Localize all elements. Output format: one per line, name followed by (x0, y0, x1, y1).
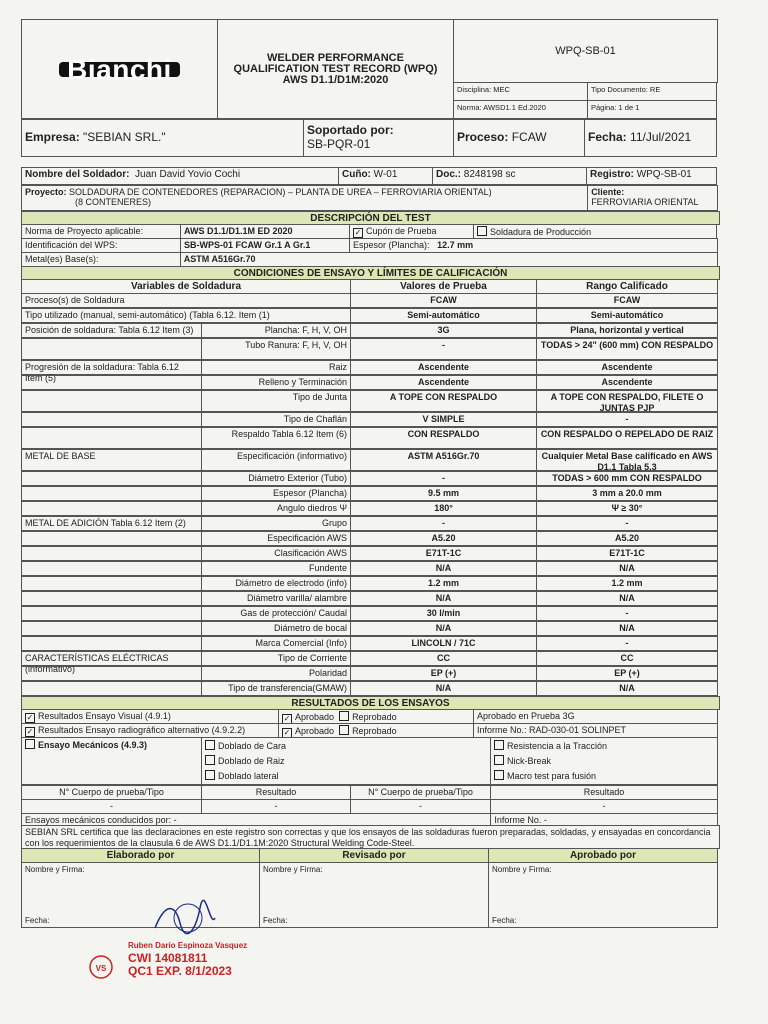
test-value: A TOPE CON RESPALDO (350, 390, 537, 412)
conditions-table (22, 294, 718, 697)
fecha-cell: Fecha: 11/Jul/2021 (584, 119, 717, 157)
condition-row (22, 450, 718, 472)
band-resultados: RESULTADOS DE LOS ENSAYOS (21, 696, 720, 710)
variable-label: Especificación (informativo) (201, 449, 351, 471)
bianchi-logo: Bianchi (59, 62, 180, 77)
col-cuerpo-2: N° Cuerpo de prueba/Tipo (350, 785, 491, 800)
revisado-box: Nombre y Firma: Fecha: (259, 862, 489, 928)
radio-status: ✓ Aprobado Reprobado (278, 723, 474, 738)
test-value: 180° (350, 501, 537, 516)
proceso-cell: Proceso: FCAW (453, 119, 585, 157)
test-value: 30 l/min (350, 606, 537, 621)
test-value: FCAW (350, 293, 537, 308)
variable-label: Tipo de transferencia(GMAW) (201, 681, 351, 696)
qualified-range: - (536, 606, 718, 621)
condition-row (22, 577, 718, 592)
qualified-range: A5.20 (536, 531, 718, 546)
condition-row (22, 667, 718, 682)
test-value: Ascendente (350, 375, 537, 390)
variable-label: Grupo (201, 516, 351, 531)
checkbox-empty-icon (339, 711, 349, 721)
test-value: E71T-1C (350, 546, 537, 561)
qualified-range: CON RESPALDO O REPELADO DE RAIZ (536, 427, 718, 449)
condition-row (22, 294, 718, 309)
condition-row (22, 376, 718, 391)
variable-label: Relleno y Terminación (201, 375, 351, 390)
variable-label: Marca Comercial (Info) (201, 636, 351, 651)
condition-row (22, 309, 718, 324)
condition-row (22, 487, 718, 502)
checkbox-empty-icon (339, 725, 349, 735)
ensayo-mecanicos: Ensayo Mecánicos (4.9.3) (21, 737, 202, 785)
test-value: - (350, 516, 537, 531)
metal-value: ASTM A516Gr.70 (180, 252, 718, 267)
variable-group (21, 546, 202, 561)
checkbox-empty-icon (25, 739, 35, 749)
aprobado-header: Aprobado por (488, 848, 718, 863)
condition-row (22, 637, 718, 652)
variable-group (21, 621, 202, 636)
qualified-range: Ψ ≥ 30° (536, 501, 718, 516)
checkbox-empty-icon (494, 770, 504, 780)
qualified-range: 1.2 mm (536, 576, 718, 591)
wpq-document (22, 20, 718, 929)
resultado-1-value: - (201, 799, 351, 814)
test-value: ASTM A516Gr.70 (350, 449, 537, 471)
svg-text:VS: VS (95, 964, 107, 973)
informe-no: Informe No. - (490, 813, 718, 826)
variable-label: Gas de protección/ Caudal (201, 606, 351, 621)
condition-row (22, 532, 718, 547)
test-value: 9.5 mm (350, 486, 537, 501)
condition-row (22, 682, 718, 697)
cuerpo-1-value: - (21, 799, 202, 814)
condition-row (22, 502, 718, 517)
test-value: N/A (350, 561, 537, 576)
doblado-options: Doblado de Cara Doblado de Raiz Doblado lateral (201, 737, 491, 785)
variable-label: Especificación AWS (201, 531, 351, 546)
qualified-range: - (536, 516, 718, 531)
informe-rad: Informe No.: RAD-030-01 SOLINPET (473, 723, 718, 738)
nombre-soldador: Nombre del Soldador: Juan David Yovio Cochi (21, 167, 339, 185)
qualified-range: E71T-1C (536, 546, 718, 561)
qualified-range: 3 mm a 20.0 mm (536, 486, 718, 501)
variable-label: Clasificación AWS (201, 546, 351, 561)
variable-label: Diámetro de electrodo (info) (201, 576, 351, 591)
qualified-range: Ascendente (536, 360, 718, 375)
qualified-range: Cualquier Metal Base calificado en AWS D1.1 Tabla 5.3 (536, 449, 718, 471)
test-value: LINCOLN / 71C (350, 636, 537, 651)
title-cell (217, 19, 454, 119)
mecanicos-options: Resistencia a la Tracción Nick-Break Macro test para fusión (490, 737, 718, 785)
qualified-range: N/A (536, 681, 718, 696)
variable-group: Tipo utilizado (manual, semi-automático) (Tabla 6.12. Item (1) (21, 308, 351, 323)
variable-group (21, 561, 202, 576)
condition-row (22, 622, 718, 637)
doc-code: WPQ-SB-01 (453, 19, 718, 83)
test-value: - (350, 338, 537, 360)
checkbox-checked-icon: ✓ (354, 228, 362, 237)
condition-row (22, 562, 718, 577)
norma-value: AWS D1.1/D1.1M ED 2020 (180, 224, 350, 239)
checkbox-checked-icon: ✓ (283, 714, 291, 723)
elaborado-header: Elaborado por (21, 848, 260, 863)
checkbox-empty-icon (494, 755, 504, 765)
variable-label: Fundente (201, 561, 351, 576)
qualified-range: FCAW (536, 293, 718, 308)
col-cuerpo-1: N° Cuerpo de prueba/Tipo (21, 785, 202, 800)
checkbox-empty-icon (494, 740, 504, 750)
qualified-range: Plana, horizontal y vertical (536, 323, 718, 338)
test-value: N/A (350, 681, 537, 696)
disciplina: Disciplina: MEC (453, 82, 588, 101)
test-value: A5.20 (350, 531, 537, 546)
qualified-range: N/A (536, 591, 718, 606)
title-line-1: WELDER PERFORMANCE (267, 51, 404, 64)
variable-label: Tubo Ranura: F, H, V, OH (201, 338, 351, 360)
cliente: Cliente: FERROVIARIA ORIENTAL (587, 185, 718, 211)
wps-label: Identificación del WPS: (21, 238, 181, 253)
variable-label: Diámetro Exterior (Tubo) (201, 471, 351, 486)
test-value: 1.2 mm (350, 576, 537, 591)
col-resultado-2: Resultado (490, 785, 718, 800)
test-value: Ascendente (350, 360, 537, 375)
qualified-range: - (536, 412, 718, 427)
cuno: Cuño: W-01 (338, 167, 433, 185)
test-value: Semi-automático (350, 308, 537, 323)
variable-label: Plancha: F, H, V, OH (201, 323, 351, 338)
empresa-cell: Empresa: "SEBIAN SRL." (21, 119, 304, 157)
variable-group (21, 486, 202, 501)
variable-label: Respaldo Tabla 6.12 Item (6) (201, 427, 351, 449)
band-descripcion: DESCRIPCIÓN DEL TEST (21, 211, 720, 225)
test-value: V SIMPLE (350, 412, 537, 427)
registro: Registro: WPQ-SB-01 (586, 167, 717, 185)
doc: Doc.: 8248198 sc (432, 167, 587, 185)
aprobado-3g: Aprobado en Prueba 3G (473, 709, 718, 724)
wps-value: SB-WPS-01 FCAW Gr.1 A Gr.1 (180, 238, 350, 253)
variable-group: Posición de soldadura: Tabla 6.12 Item (3) (21, 323, 202, 338)
variable-group: Proceso(s) de Soldadura (21, 293, 351, 308)
pagina: Página: 1 de 1 (587, 100, 717, 119)
variable-label: Diámetro de bocal (201, 621, 351, 636)
qualified-range: A TOPE CON RESPALDO, FILETE O JUNTAS PJP (536, 390, 718, 412)
variable-label: Tipo de Chaflán (201, 412, 351, 427)
test-value: CC (350, 651, 537, 666)
checkbox-empty-icon (205, 740, 215, 750)
condition-row (22, 428, 718, 450)
aprobado-box: Nombre y Firma: Fecha: (488, 862, 718, 928)
variable-group (21, 338, 202, 360)
qualified-range: Semi-automático (536, 308, 718, 323)
checkbox-empty-icon (205, 770, 215, 780)
elaborado-box: Nombre y Firma: Fecha: (21, 862, 260, 928)
norma-label: Norma de Proyecto aplicable: (21, 224, 181, 239)
col-resultado-1: Resultado (201, 785, 351, 800)
variable-label: Tipo de Junta (201, 390, 351, 412)
soportado-cell: Soportado por: SB-PQR-01 (303, 119, 454, 157)
variable-label: Angulo diedros Ψ (201, 501, 351, 516)
visual-result: ✓ Resultados Ensayo Visual (4.9.1) (21, 709, 279, 724)
variable-group (21, 412, 202, 427)
visual-status: ✓ Aprobado Reprobado (278, 709, 474, 724)
condition-row (22, 607, 718, 622)
qualified-range: Ascendente (536, 375, 718, 390)
test-value: N/A (350, 621, 537, 636)
qualified-range: TODAS > 24" (600 mm) CON RESPALDO (536, 338, 718, 360)
radio-result: ✓ Resultados Ensayo radiográfico alternativo (4.9.2.2) (21, 723, 279, 738)
meta-block (454, 20, 718, 120)
title-line-2: QUALIFICATION TEST RECORD (WPQ) (233, 62, 438, 75)
condition-row (22, 324, 718, 339)
variable-group (21, 576, 202, 591)
variable-group: METAL DE BASE (21, 449, 202, 471)
title-line-3: AWS D1.1/D1M:2020 (282, 73, 389, 86)
test-value: CON RESPALDO (350, 427, 537, 449)
checkbox-empty-icon (205, 755, 215, 765)
cupon-prueba: ✓ Cupón de Prueba (349, 224, 474, 239)
variable-group (21, 591, 202, 606)
cwi-stamp: VS Ruben Dario Espinoza Vasquez CWI 14081811 QC1 EXP. 8/1/2023 (88, 940, 268, 990)
logo-cell (21, 19, 218, 119)
checkbox-checked-icon: ✓ (26, 727, 34, 736)
variable-label: Raiz (201, 360, 351, 375)
qualified-range: TODAS > 600 mm CON RESPALDO (536, 471, 718, 486)
test-value: N/A (350, 591, 537, 606)
norma: Norma: AWSD1.1 Ed.2020 (453, 100, 588, 119)
qualified-range: N/A (536, 561, 718, 576)
test-value: EP (+) (350, 666, 537, 681)
espesor: Espesor (Plancha): 12.7 mm (349, 238, 718, 253)
variable-group (21, 375, 202, 390)
metal-label: Metal(es) Base(s): (21, 252, 181, 267)
revisado-header: Revisado por (259, 848, 489, 863)
variable-label: Tipo de Corriente (201, 651, 351, 666)
checkbox-checked-icon: ✓ (26, 713, 34, 722)
variable-group: Progresión de la soldadura: Tabla 6.12 Item (5) (21, 360, 202, 375)
condition-row (22, 413, 718, 428)
variable-group (21, 471, 202, 486)
variable-group (21, 636, 202, 651)
variable-label: Diámetro varilla/ alambre (201, 591, 351, 606)
signature-icon (150, 898, 220, 938)
condition-row (22, 339, 718, 361)
variable-group: CARACTERÍSTICAS ELÉCTRICAS (informativo) (21, 651, 202, 666)
band-condiciones: CONDICIONES DE ENSAYO Y LÍMITES DE CALIFICACIÓN (21, 266, 720, 280)
certification-text: SEBIAN SRL certifica que las declaraciones en este registro son correctas y que los ensayos de las soldaduras fueron preparadas, soldadas, y ensayadas en concordancia con los requerimientos de la clausula 6 de AWS D1.1/D1.1M:2020 Structural Welding Code-Steel. (21, 825, 720, 849)
variable-group (21, 501, 202, 516)
conducidos-por: Ensayos mecánicos conducidos por: - (21, 813, 491, 826)
qualified-range: CC (536, 651, 718, 666)
col-rango: Rango Calificado (536, 279, 718, 294)
variable-group (21, 390, 202, 412)
test-value: - (350, 471, 537, 486)
condition-row (22, 472, 718, 487)
condition-row (22, 517, 718, 532)
proyecto: Proyecto: SOLDADURA DE CONTENEDORES (REPARACION) – PLANTA DE UREA – FERROVIARIA ORIENTAL) (8 CONTENERES) (21, 185, 588, 211)
resultado-2-value: - (490, 799, 718, 814)
qualified-range: - (536, 636, 718, 651)
variable-group: METAL DE ADICIÓN Tabla 6.12 Item (2) (21, 516, 202, 531)
condition-row (22, 391, 718, 413)
variable-label: Espesor (Plancha) (201, 486, 351, 501)
variable-group (21, 666, 202, 681)
checkbox-empty-icon (477, 226, 487, 236)
col-variables: Variables de Soldadura (21, 279, 351, 294)
col-valores: Valores de Prueba (350, 279, 537, 294)
variable-group (21, 427, 202, 449)
cuerpo-2-value: - (350, 799, 491, 814)
variable-label: Polaridad (201, 666, 351, 681)
test-value: 3G (350, 323, 537, 338)
qualified-range: N/A (536, 621, 718, 636)
variable-group (21, 681, 202, 696)
variable-group (21, 606, 202, 621)
qualified-range: EP (+) (536, 666, 718, 681)
checkbox-checked-icon: ✓ (283, 728, 291, 737)
condition-row (22, 592, 718, 607)
stamp-seal-icon (88, 954, 114, 980)
tipo-documento: Tipo Documento: RE (587, 82, 717, 101)
variable-group (21, 531, 202, 546)
condition-row (22, 547, 718, 562)
soldadura-produccion: Soldadura de Producción (473, 224, 717, 239)
